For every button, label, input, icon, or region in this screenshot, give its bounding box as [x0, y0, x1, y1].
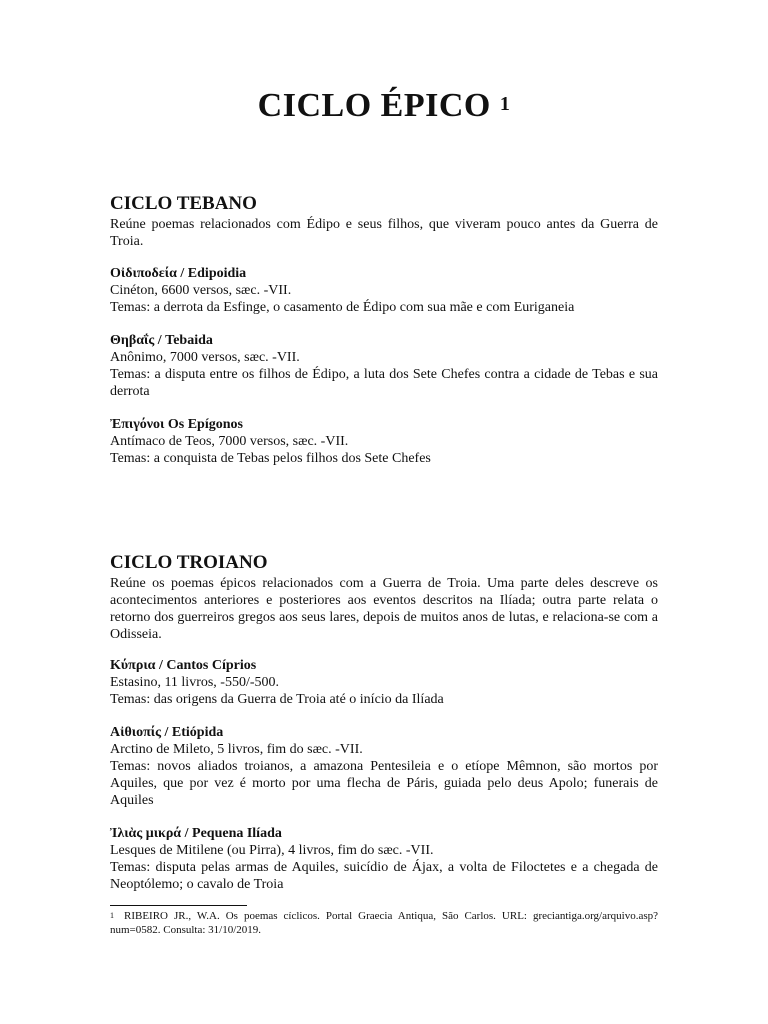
page-title — [110, 84, 658, 128]
poem-themes: Temas: das origens da Guerra de Troia até o início da Ilíada — [110, 692, 444, 707]
poem-themes: Temas: a derrota da Esfinge, o casamento de Édipo com sua mãe e com Euriganeia — [110, 300, 575, 315]
section-intro: Reúne poemas relacionados com Édipo e seus filhos, que viveram pouco antes da Guerra de Troia. — [110, 217, 658, 249]
poem-entry-pequena-iliada — [110, 825, 658, 893]
poem-details: Lesques de Mitilene (ou Pirra), 4 livros, fim do sæc. -VII. — [110, 843, 434, 858]
poem-title: Θηβαΐς / Tebaida — [110, 333, 213, 348]
poem-details: Anônimo, 7000 versos, sæc. -VII. — [110, 350, 300, 365]
section-heading: CICLO TROIANO — [110, 552, 268, 573]
footnote — [110, 909, 658, 937]
poem-themes: Temas: disputa pelas armas de Aquiles, suicídio de Ájax, a volta de Filoctetes e a chegada de Neoptólemo; o cavalo de Troia — [110, 860, 658, 892]
footnote-text: RIBEIRO JR., W.A. Os poemas cíclicos. Portal Graecia Antiqua, São Carlos. URL: greciantiga.org/arquivo.asp?num=0582. Consulta: 31/10/2019. — [110, 910, 658, 936]
section-ciclo-tebano — [110, 192, 658, 250]
poem-details: Estasino, 11 livros, -550/-500. — [110, 675, 280, 690]
poem-details: Antímaco de Teos, 7000 versos, sæc. -VII. — [110, 434, 349, 449]
poem-entry-etiopida — [110, 724, 658, 809]
title-footnote-marker[interactable]: 1 — [499, 93, 511, 115]
poem-themes: Temas: a conquista de Tebas pelos filhos dos Sete Chefes — [110, 451, 431, 466]
section-heading: CICLO TEBANO — [110, 193, 257, 214]
page-title-text: CICLO ÉPICO — [257, 87, 491, 124]
poem-details: Cinéton, 6600 versos, sæc. -VII. — [110, 283, 292, 298]
poem-title: Οἰδιποδεία / Edipoidia — [110, 266, 247, 281]
poem-themes: Temas: a disputa entre os filhos de Édipo, a luta dos Sete Chefes contra a cidade de Tebas e sua derrota — [110, 367, 658, 399]
poem-details: Arctino de Mileto, 5 livros, fim do sæc. -VII. — [110, 742, 363, 757]
poem-title: Αἰθιοπίς / Etiópida — [110, 725, 224, 740]
poem-entry-tebaida — [110, 332, 658, 400]
poem-entry-epigonos — [110, 416, 658, 467]
poem-title: Ἐπιγόνοι Os Epígonos — [110, 417, 243, 432]
poem-themes: Temas: novos aliados troianos, a amazona Pentesileia e o etíope Mêmnon, são mortos por Aquiles, que por vez é morto por uma flecha de Páris, guiada pelo deus Apolo; funerais de Aquiles — [110, 759, 658, 808]
section-ciclo-troiano — [110, 551, 658, 643]
footnote-marker: 1 — [110, 911, 114, 920]
poem-entry-edipoidia — [110, 265, 658, 316]
section-intro: Reúne os poemas épicos relacionados com a Guerra de Troia. Uma parte deles descreve os acontecimentos anteriores e posteriores aos eventos descritos na Ilíada; outra parte relata o retorno dos guerreiros gregos aos seus lares, depois de muitos anos de lutas, e relaciona-se com a Odisseia. — [110, 576, 658, 642]
poem-entry-cantos-ciprios — [110, 657, 658, 708]
footnote-divider — [110, 905, 247, 906]
poem-title: Ἰλιὰς μικρά / Pequena Ilíada — [110, 826, 282, 841]
poem-title: Κύπρια / Cantos Cíprios — [110, 658, 257, 673]
